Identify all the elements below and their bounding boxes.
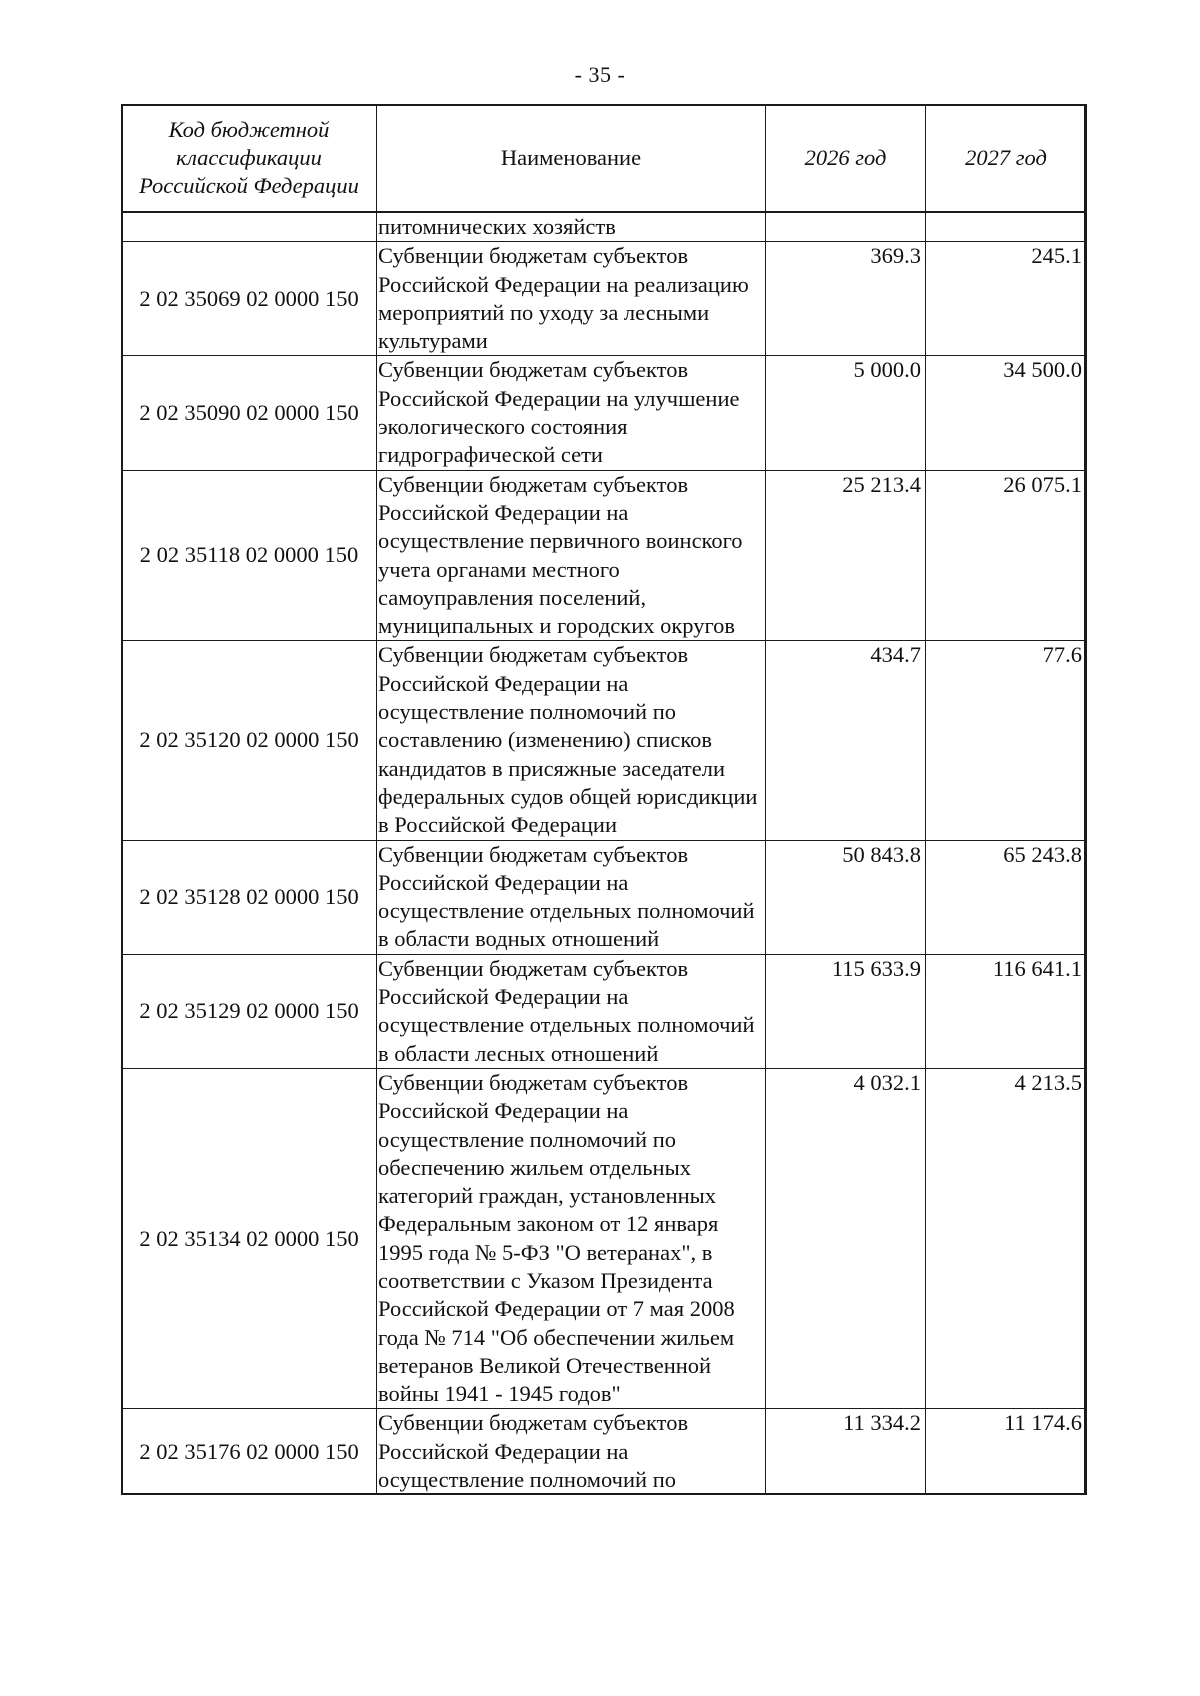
cell-name: Субвенции бюджетам субъектов Российской Федерации на осуществление отдельных полномочий в области водных отношений: [377, 840, 766, 954]
cell-name: Субвенции бюджетам субъектов Российской Федерации на реализацию мероприятий по уходу за лесными культурами: [377, 242, 766, 356]
cell-year-2027: 65 243.8: [926, 840, 1087, 954]
cell-code: [122, 212, 377, 242]
header-year-2027: 2027 год: [926, 105, 1087, 213]
cell-name: Субвенции бюджетам субъектов Российской Федерации на улучшение экологического состояния гидрографической сети: [377, 356, 766, 470]
cell-code: 2 02 35134 02 0000 150: [122, 1068, 377, 1409]
table-row: [122, 1068, 1087, 1409]
cell-year-2026: 4 032.1: [766, 1068, 926, 1409]
header-year-2026: 2026 год: [766, 105, 926, 213]
table-row: [122, 242, 1087, 356]
table-row: [122, 1409, 1087, 1495]
cell-year-2027: 34 500.0: [926, 356, 1087, 470]
table-row: [122, 840, 1087, 954]
cell-code: 2 02 35120 02 0000 150: [122, 641, 377, 840]
cell-code: 2 02 35090 02 0000 150: [122, 356, 377, 470]
cell-year-2027: 4 213.5: [926, 1068, 1087, 1409]
table-row: [122, 641, 1087, 840]
cell-code: 2 02 35129 02 0000 150: [122, 954, 377, 1068]
cell-year-2026: 115 633.9: [766, 954, 926, 1068]
cell-year-2027: 116 641.1: [926, 954, 1087, 1068]
cell-name: Субвенции бюджетам субъектов Российской Федерации на осуществление отдельных полномочий в области лесных отношений: [377, 954, 766, 1068]
budget-table: [121, 104, 1087, 1495]
table-header: [122, 105, 1087, 213]
table-body: [122, 212, 1087, 1495]
header-name: Наименование: [377, 105, 766, 213]
page-number: - 35 -: [574, 62, 626, 87]
cell-year-2026: 11 334.2: [766, 1409, 926, 1495]
continuation-row: [122, 212, 1087, 242]
header-code: Код бюджетной классификации Российской Федерации: [122, 105, 377, 213]
cell-year-2027: 11 174.6: [926, 1409, 1087, 1495]
cell-year-2026: 369.3: [766, 242, 926, 356]
cell-year-2026: 5 000.0: [766, 356, 926, 470]
cell-year-2027: [926, 212, 1087, 242]
cell-name: питомнических хозяйств: [377, 212, 766, 242]
cell-year-2026: 434.7: [766, 641, 926, 840]
cell-name: Субвенции бюджетам субъектов Российской Федерации на осуществление полномочий по: [377, 1409, 766, 1495]
table-row: [122, 470, 1087, 641]
cell-code: 2 02 35069 02 0000 150: [122, 242, 377, 356]
cell-code: 2 02 35128 02 0000 150: [122, 840, 377, 954]
cell-year-2026: [766, 212, 926, 242]
table-row: [122, 954, 1087, 1068]
cell-code: 2 02 35176 02 0000 150: [122, 1409, 377, 1495]
cell-name: Субвенции бюджетам субъектов Российской Федерации на осуществление полномочий по обеспечению жильем отдельных категорий граждан, установленных Федеральным законом от 12 января 1995 года № 5-ФЗ "О ветеранах", в соответствии с Указом Президента Российской Федерации от 7 мая 2008 года № 714 "Об обеспечении жильем ветеранов Великой Отечественной войны 1941 - 1945 годов": [377, 1068, 766, 1409]
cell-year-2027: 245.1: [926, 242, 1087, 356]
cell-name: Субвенции бюджетам субъектов Российской Федерации на осуществление первичного воинского учета органами местного самоуправления поселений, муниципальных и городских округов: [377, 470, 766, 641]
cell-year-2026: 25 213.4: [766, 470, 926, 641]
cell-name: Субвенции бюджетам субъектов Российской Федерации на осуществление полномочий по составлению (изменению) списков кандидатов в присяжные заседатели федеральных судов общей юрисдикции в Российской Федерации: [377, 641, 766, 840]
cell-year-2027: 26 075.1: [926, 470, 1087, 641]
header-row: [122, 105, 1087, 213]
cell-year-2026: 50 843.8: [766, 840, 926, 954]
cell-year-2027: 77.6: [926, 641, 1087, 840]
cell-code: 2 02 35118 02 0000 150: [122, 470, 377, 641]
table-row: [122, 356, 1087, 470]
